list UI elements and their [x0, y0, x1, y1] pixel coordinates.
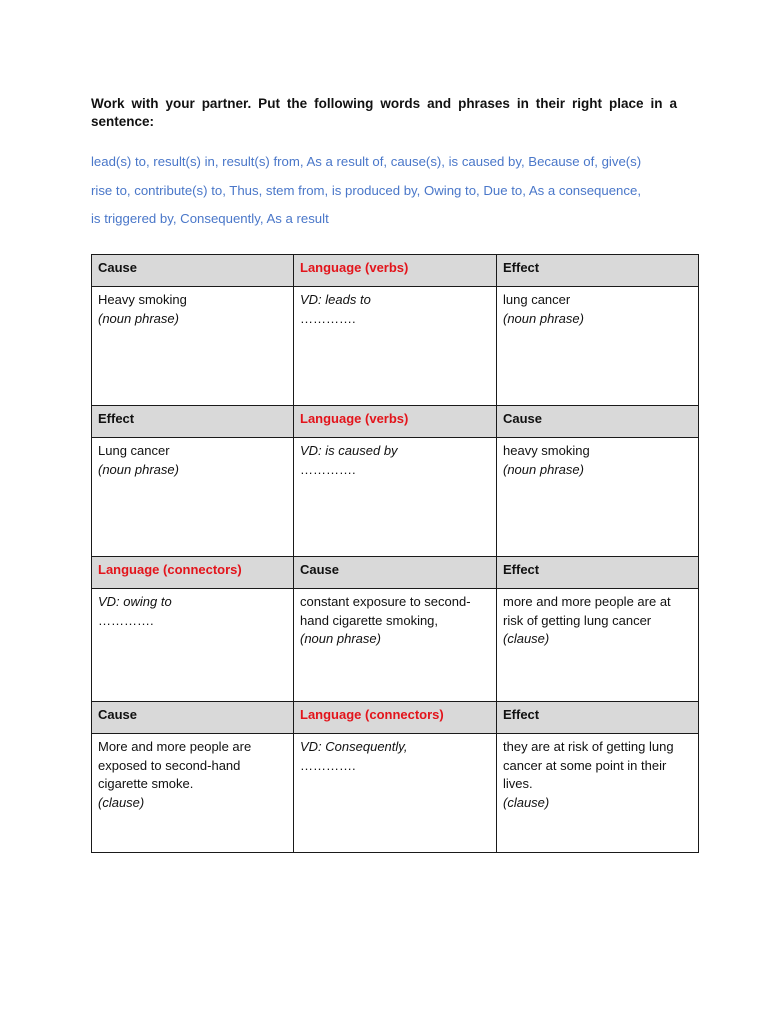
cell-text: Heavy smoking: [98, 292, 187, 307]
instructions-text: Work with your partner. Put the following words and phrases in their right place in a sentence:: [91, 96, 677, 129]
header-language-connectors: Language (connectors): [294, 702, 497, 734]
vd-example: VD: leads to: [300, 292, 371, 307]
cell-text: lives.: [503, 776, 533, 791]
effect-cell: [497, 734, 699, 853]
header-effect: Effect: [92, 406, 294, 438]
grammar-note: (clause): [98, 794, 145, 810]
cause-cell: [497, 438, 699, 557]
cause-cell: [294, 589, 497, 702]
table-header-row: [92, 702, 699, 734]
cell-text: More and more people are: [98, 739, 252, 754]
table-header-row: [92, 557, 699, 589]
grammar-note: (clause): [503, 794, 550, 810]
header-language-connectors: Language (connectors): [92, 557, 294, 589]
cell-text: risk of getting lung cancer: [503, 612, 652, 628]
cell-text: Lung cancer: [98, 443, 170, 458]
table-row: [92, 438, 699, 557]
cause-effect-table: [91, 254, 699, 853]
header-effect: Effect: [497, 557, 699, 589]
blank-dots: ………….: [98, 612, 154, 628]
cell-text: cancer at some point in their: [503, 757, 667, 773]
blank-dots: ………….: [300, 461, 356, 477]
grammar-note: (noun phrase): [98, 461, 179, 477]
cell-text: constant exposure to second-: [300, 594, 471, 609]
cell-text: heavy smoking: [503, 443, 590, 458]
blank-dots: ………….: [300, 310, 356, 326]
language-cell: [92, 589, 294, 702]
effect-cell: [497, 287, 699, 406]
cell-text: hand cigarette smoking,: [300, 612, 439, 628]
language-cell: [294, 734, 497, 853]
language-cell: [294, 438, 497, 557]
vd-example: VD: owing to: [98, 594, 172, 609]
vd-example: VD: is caused by: [300, 443, 398, 458]
blank-dots: ………….: [300, 757, 356, 773]
header-cause: Cause: [92, 702, 294, 734]
grammar-note: (noun phrase): [300, 631, 381, 646]
word-list: [91, 148, 691, 234]
header-cause: Cause: [497, 406, 699, 438]
effect-cell: [92, 438, 294, 557]
table-row: [92, 287, 699, 406]
cell-text: they are at risk of getting lung: [503, 739, 674, 754]
table-row: [92, 589, 699, 702]
table-header-row: [92, 255, 699, 287]
effect-cell: [497, 589, 699, 702]
cell-text: exposed to second-hand: [98, 757, 241, 773]
word-list-line: is triggered by, Consequently, As a result: [91, 211, 329, 226]
header-effect: Effect: [497, 255, 699, 287]
header-cause: Cause: [92, 255, 294, 287]
word-list-line: rise to, contribute(s) to, Thus, stem from, is produced by, Owing to, Due to, As a consequence,: [91, 182, 641, 198]
vd-example: VD: Consequently,: [300, 739, 408, 754]
table-header-row: [92, 406, 699, 438]
cell-text: more and more people are at: [503, 594, 671, 609]
header-language-verbs: Language (verbs): [294, 255, 497, 287]
grammar-note: (noun phrase): [503, 461, 584, 477]
language-cell: [294, 287, 497, 406]
table-row: [92, 734, 699, 853]
grammar-note: (clause): [503, 631, 550, 646]
cell-text: lung cancer: [503, 292, 571, 307]
cell-text: cigarette smoke.: [98, 776, 194, 791]
grammar-note: (noun phrase): [503, 310, 584, 326]
header-cause: Cause: [294, 557, 497, 589]
grammar-note: (noun phrase): [98, 310, 179, 326]
header-effect: Effect: [497, 702, 699, 734]
cause-cell: [92, 287, 294, 406]
cause-cell: [92, 734, 294, 853]
word-list-line: lead(s) to, result(s) in, result(s) from, As a result of, cause(s), is caused by, Because of, give(s): [91, 154, 642, 169]
header-language-verbs: Language (verbs): [294, 406, 497, 438]
